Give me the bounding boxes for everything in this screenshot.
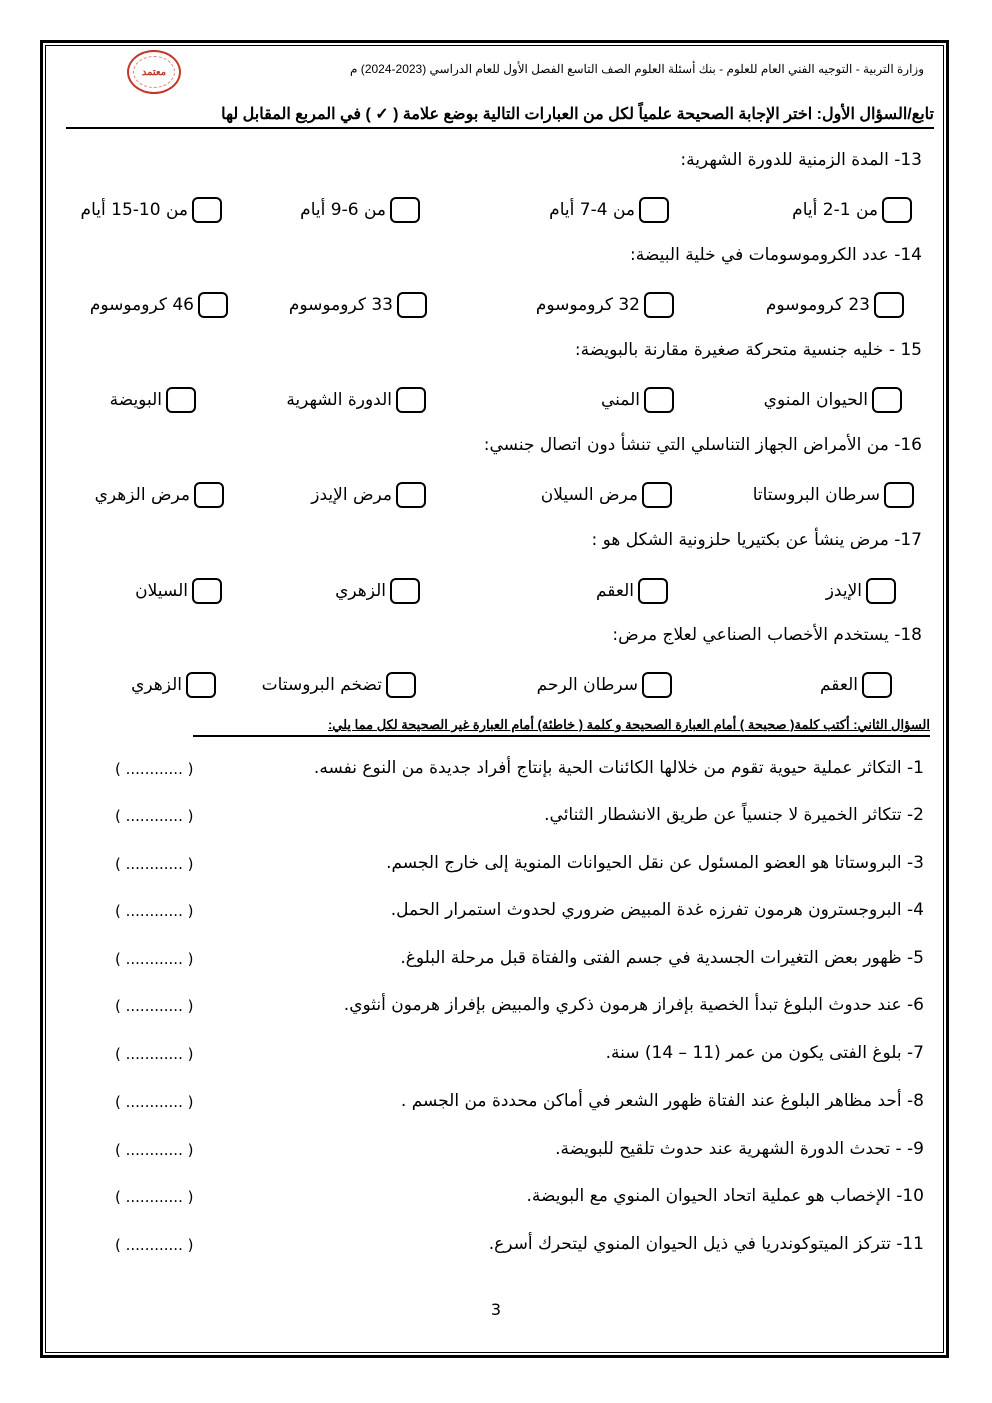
option-label: الإيدز bbox=[825, 581, 862, 601]
question-14-option-2[interactable] bbox=[536, 292, 674, 318]
checkbox[interactable] bbox=[884, 482, 914, 508]
option-label: الزهري bbox=[335, 581, 386, 601]
question-16-option-3[interactable] bbox=[311, 482, 426, 508]
option-label: السيلان bbox=[135, 581, 188, 601]
question-13-option-1[interactable] bbox=[792, 197, 912, 223]
option-label: سرطان الرحم bbox=[536, 675, 638, 695]
option-label: من 4-7 أيام bbox=[549, 200, 635, 220]
question-14-text: 14- عدد الكروموسومات في خلية البيضة: bbox=[630, 245, 922, 265]
question1-title-text: تابع/السؤال الأول: اختر الإجابة الصحيحة علمياً لكل من العبارات التالية بوضع علامة ( ✓ ) في المربع المقابل لها bbox=[221, 106, 934, 123]
option-label: سرطان البروستاتا bbox=[752, 485, 880, 505]
checkbox[interactable] bbox=[390, 578, 420, 604]
question-16-option-4[interactable] bbox=[95, 482, 224, 508]
option-label: مرض السيلان bbox=[540, 485, 638, 505]
statement-7: 7- بلوغ الفتى يكون من عمر (11 – 14) سنة. bbox=[605, 1043, 924, 1063]
question-13-option-3[interactable] bbox=[300, 197, 420, 223]
checkbox[interactable] bbox=[644, 387, 674, 413]
option-label: تضخم البروستات bbox=[261, 675, 382, 695]
statement-3: 3- البروستاتا هو العضو المسئول عن نقل الحيوانات المنوية إلى خارج الجسم. bbox=[386, 853, 924, 873]
question-16-option-2[interactable] bbox=[541, 482, 672, 508]
question-15-option-1[interactable] bbox=[764, 387, 902, 413]
checkbox[interactable] bbox=[397, 292, 427, 318]
option-label: من 10-15 أيام bbox=[80, 200, 188, 220]
checkbox[interactable] bbox=[874, 292, 904, 318]
answer-blank-4[interactable]: ( ............ ) bbox=[115, 902, 194, 920]
question-13-text: 13- المدة الزمنية للدورة الشهرية: bbox=[680, 150, 922, 170]
question2-title: السؤال الثاني: أكتب كلمة( صحيحة ) أمام العبارة الصحيحة و كلمة ( خاطئة) أمام العبارة غير الصحيحة لكل مما يلي: bbox=[193, 717, 930, 737]
checkbox[interactable] bbox=[644, 292, 674, 318]
option-label: 46 كروموسوم bbox=[89, 295, 194, 315]
question-18-option-4[interactable] bbox=[131, 672, 216, 698]
checkbox[interactable] bbox=[642, 482, 672, 508]
option-label: مرض الزهري bbox=[94, 485, 190, 505]
question-16-option-1[interactable] bbox=[753, 482, 914, 508]
question-15-text: 15 - خليه جنسية متحركة صغيرة مقارنة بالبويضة: bbox=[574, 340, 922, 360]
answer-blank-11[interactable]: ( ............ ) bbox=[115, 1236, 194, 1254]
question-17-option-4[interactable] bbox=[135, 578, 222, 604]
option-label: العقم bbox=[595, 581, 634, 601]
answer-blank-8[interactable]: ( ............ ) bbox=[115, 1093, 194, 1111]
answer-blank-2[interactable]: ( ............ ) bbox=[115, 807, 194, 825]
answer-blank-5[interactable]: ( ............ ) bbox=[115, 950, 194, 968]
checkbox[interactable] bbox=[192, 197, 222, 223]
checkbox[interactable] bbox=[872, 387, 902, 413]
option-label: الدورة الشهرية bbox=[286, 390, 392, 410]
statement-4: 4- البروجسترون هرمون تفرزه غدة المبيض ضروري لحدوث استمرار الحمل. bbox=[390, 900, 924, 920]
question-15-option-4[interactable] bbox=[110, 387, 196, 413]
statement-10: 10- الإخصاب هو عملية اتحاد الحيوان المنوي مع البويضة. bbox=[526, 1186, 924, 1206]
question-13-option-4[interactable] bbox=[81, 197, 222, 223]
statement-6: 6- عند حدوث البلوغ تبدأ الخصية بإفراز هرمون ذكري والمبيض بإفراز هرمون أنثوي. bbox=[343, 995, 924, 1015]
question-18-option-3[interactable] bbox=[262, 672, 416, 698]
option-label: البويضة bbox=[109, 390, 162, 410]
checkbox[interactable] bbox=[862, 672, 892, 698]
option-label: الحيوان المنوي bbox=[763, 390, 868, 410]
statement-2: 2- تتكاثر الخميرة لا جنسياً عن طريق الانشطار الثنائي. bbox=[544, 805, 924, 825]
question-17-option-3[interactable] bbox=[335, 578, 420, 604]
question-15-option-3[interactable] bbox=[286, 387, 426, 413]
question-16-text: 16- من الأمراض الجهاز التناسلي التي تنشأ دون اتصال جنسي: bbox=[483, 435, 922, 455]
question-18-option-2[interactable] bbox=[537, 672, 672, 698]
statement-8: 8- أحد مظاهر البلوغ عند الفتاة ظهور الشعر في أماكن محددة من الجسم . bbox=[400, 1091, 924, 1111]
option-label: مرض الإيدز bbox=[311, 485, 392, 505]
statement-11: 11- تتركز الميتوكوندريا في ذيل الحيوان المنوي ليتحرك أسرع. bbox=[488, 1234, 924, 1254]
checkbox[interactable] bbox=[386, 672, 416, 698]
checkbox[interactable] bbox=[186, 672, 216, 698]
document-header: وزارة التربية - التوجيه الفني العام للعلوم - بنك أسئلة العلوم الصف التاسع الفصل الأول للعام الدراسي (2023-2024) م bbox=[350, 62, 924, 76]
statement-1: 1- التكاثر عملية حيوية تقوم من خلالها الكائنات الحية بإنتاج أفراد جديدة من النوع نفسه. bbox=[313, 758, 924, 778]
checkbox[interactable] bbox=[390, 197, 420, 223]
question-14-option-4[interactable] bbox=[90, 292, 228, 318]
checkbox[interactable] bbox=[166, 387, 196, 413]
checkbox[interactable] bbox=[396, 482, 426, 508]
checkbox[interactable] bbox=[194, 482, 224, 508]
answer-blank-1[interactable]: ( ............ ) bbox=[115, 760, 194, 778]
checkbox[interactable] bbox=[198, 292, 228, 318]
question-17-option-1[interactable] bbox=[826, 578, 896, 604]
answer-blank-6[interactable]: ( ............ ) bbox=[115, 997, 194, 1015]
question-17-text: 17- مرض ينشأ عن بكتيريا حلزونية الشكل هو : bbox=[591, 530, 922, 550]
approval-stamp: معتمد bbox=[127, 50, 181, 94]
checkbox[interactable] bbox=[642, 672, 672, 698]
checkbox[interactable] bbox=[639, 197, 669, 223]
answer-blank-10[interactable]: ( ............ ) bbox=[115, 1188, 194, 1206]
option-label: الزهري bbox=[131, 675, 182, 695]
question-17-option-2[interactable] bbox=[596, 578, 668, 604]
option-label: من 6-9 أيام bbox=[300, 200, 386, 220]
question-14-option-3[interactable] bbox=[289, 292, 427, 318]
question1-title bbox=[66, 104, 934, 129]
question-18-text: 18- يستخدم الأخصاب الصناعي لعلاج مرض: bbox=[612, 625, 922, 645]
statement-5: 5- ظهور بعض التغيرات الجسدية في جسم الفتى والفتاة قبل مرحلة البلوغ. bbox=[400, 948, 924, 968]
option-label: العقم bbox=[819, 675, 858, 695]
answer-blank-7[interactable]: ( ............ ) bbox=[115, 1045, 194, 1063]
option-label: 23 كروموسوم bbox=[765, 295, 870, 315]
answer-blank-3[interactable]: ( ............ ) bbox=[115, 855, 194, 873]
answer-blank-9[interactable]: ( ............ ) bbox=[115, 1141, 194, 1159]
checkbox[interactable] bbox=[866, 578, 896, 604]
option-label: 33 كروموسوم bbox=[288, 295, 393, 315]
question-14-option-1[interactable] bbox=[766, 292, 904, 318]
checkbox[interactable] bbox=[882, 197, 912, 223]
option-label: 32 كروموسوم bbox=[535, 295, 640, 315]
option-label: من 1-2 أيام bbox=[792, 200, 878, 220]
option-label: المني bbox=[600, 390, 640, 410]
question-15-option-2[interactable] bbox=[601, 387, 674, 413]
checkbox[interactable] bbox=[638, 578, 668, 604]
checkbox[interactable] bbox=[192, 578, 222, 604]
question-13-option-2[interactable] bbox=[549, 197, 669, 223]
page-number: 3 bbox=[490, 1300, 502, 1319]
statement-9: 9- - تحدث الدورة الشهرية عند حدوث تلقيح للبويضة. bbox=[555, 1139, 924, 1159]
question-18-option-1[interactable] bbox=[820, 672, 892, 698]
checkbox[interactable] bbox=[396, 387, 426, 413]
